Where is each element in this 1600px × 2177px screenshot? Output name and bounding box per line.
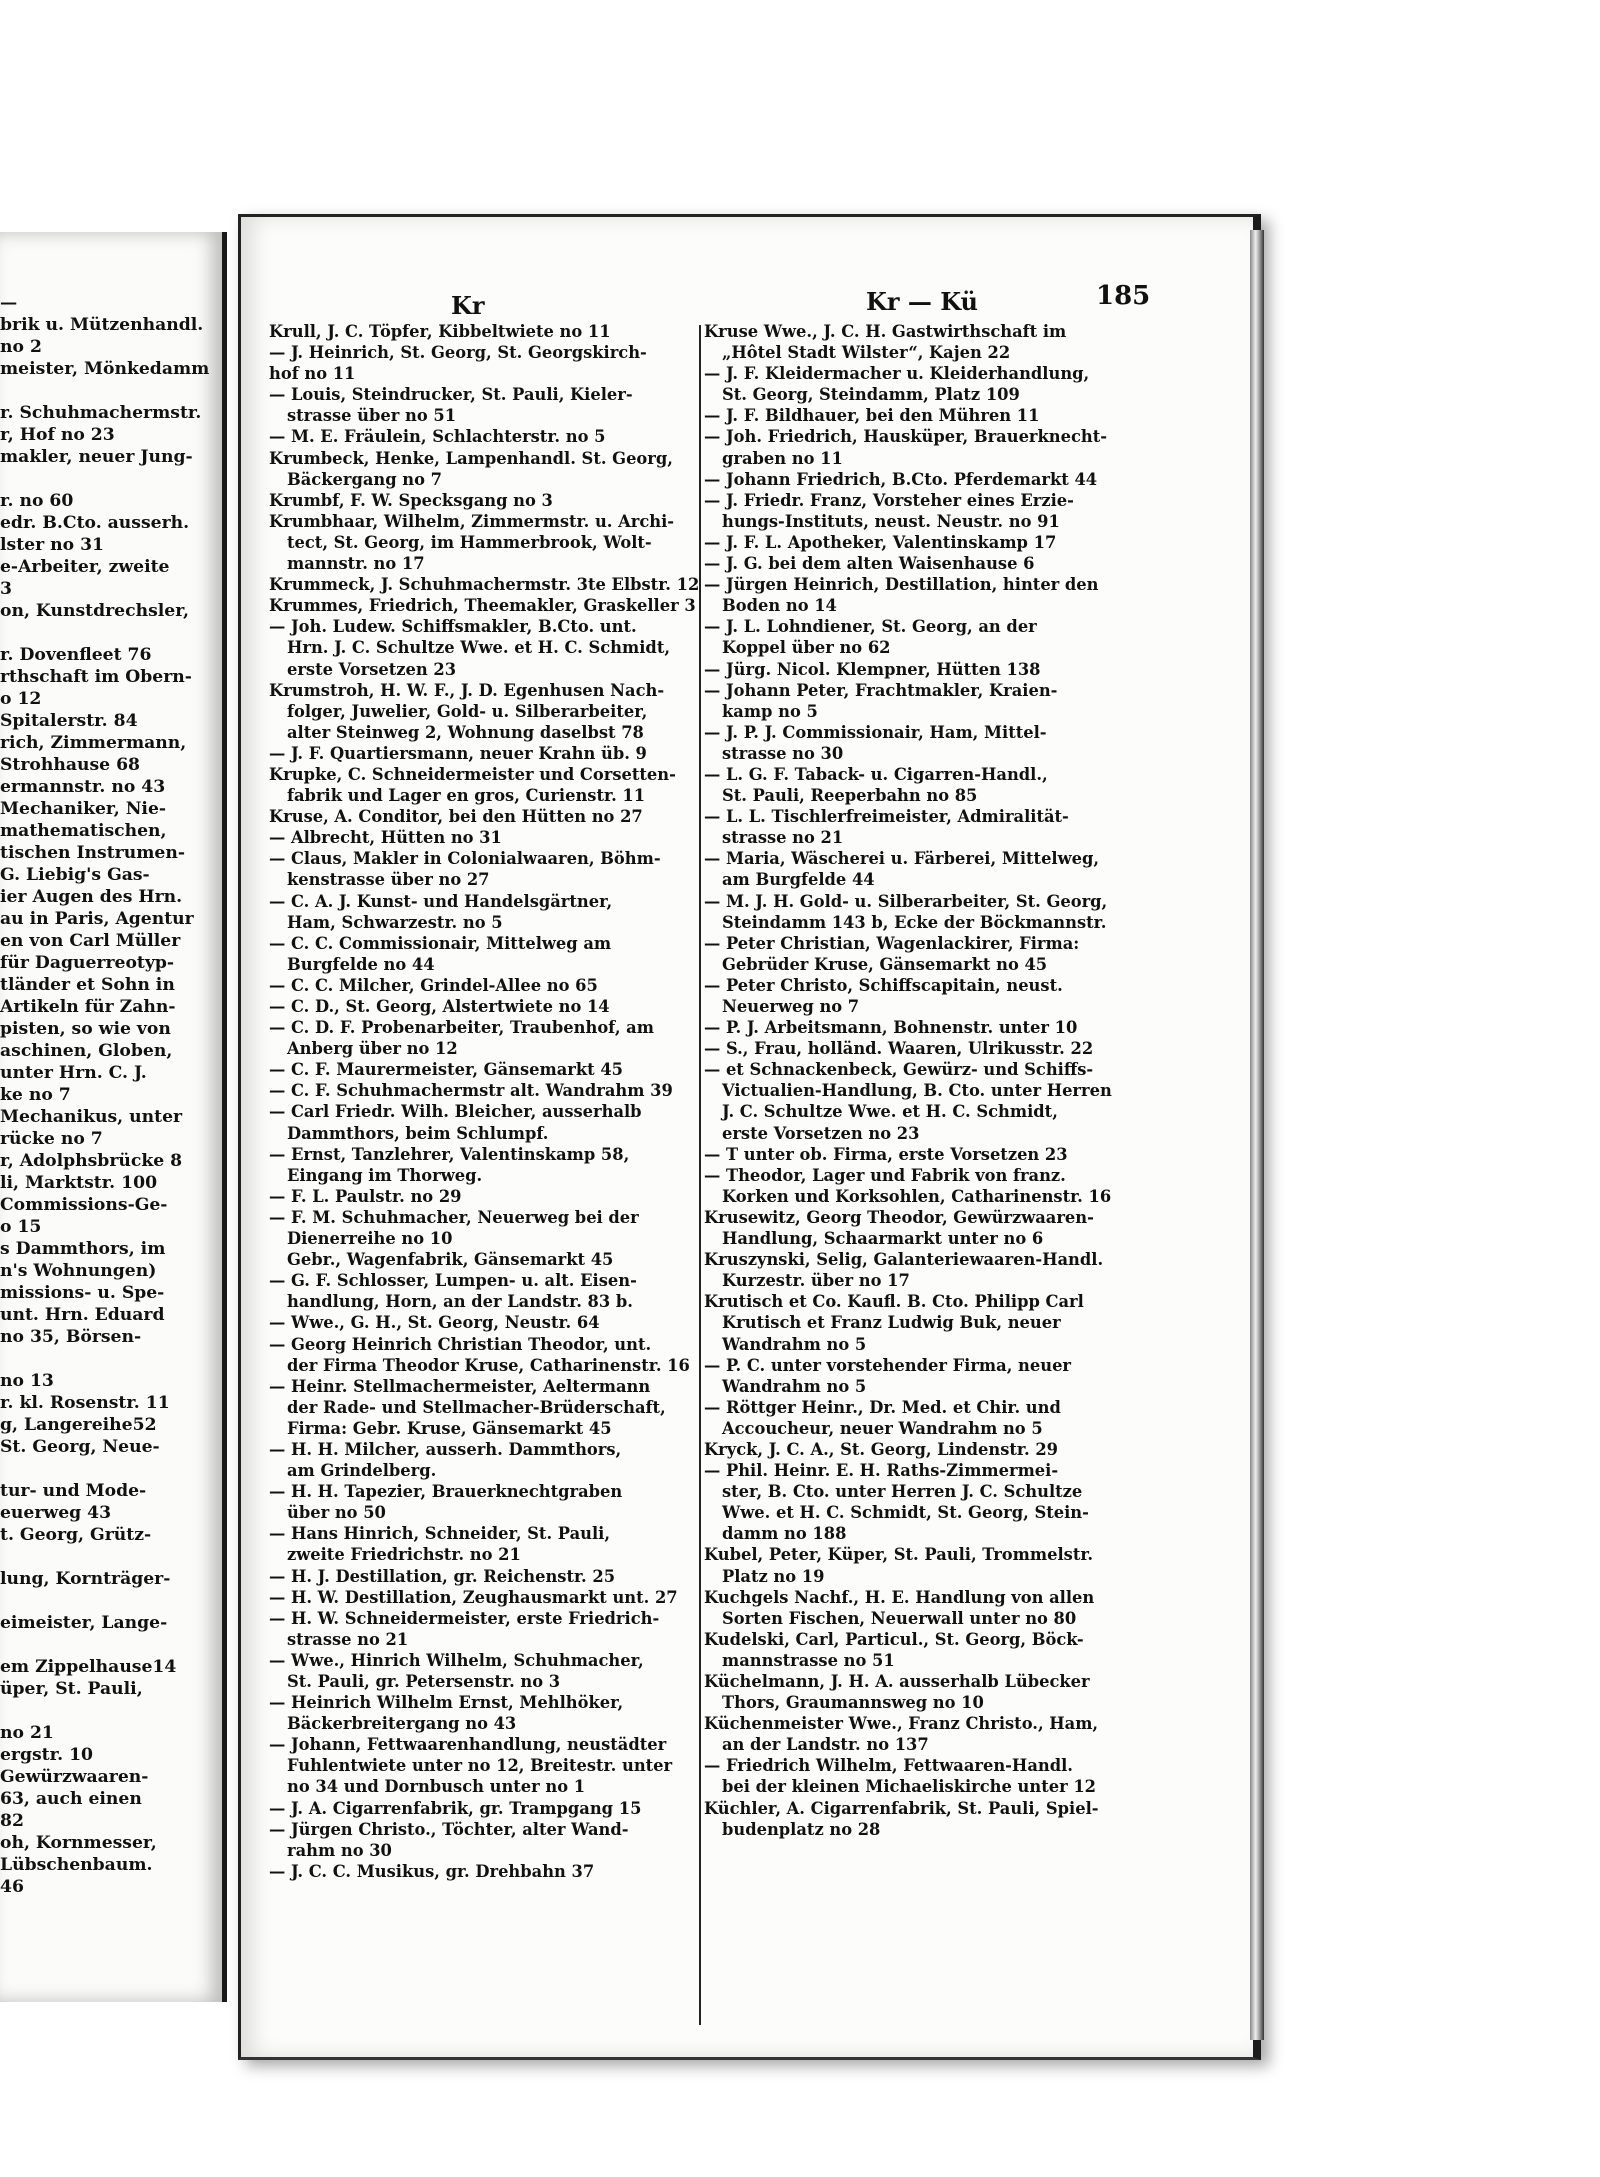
left-page-line: no 13 [0, 1371, 54, 1391]
left-page-line: ergstr. 10 [0, 1745, 93, 1765]
directory-entry-line: — Röttger Heinr., Dr. Med. et Chir. und [704, 1397, 1061, 1417]
directory-entry-line: Krumbhaar, Wilhelm, Zimmermstr. u. Archi- [269, 511, 675, 531]
directory-entry-line: — Maria, Wäscherei u. Färberei, Mittelweg, [704, 849, 1100, 869]
directory-entry-line: — J. F. Quartiersmann, neuer Krahn üb. 9 [269, 743, 647, 763]
left-page-line [0, 468, 215, 490]
left-page-line: missions- u. Spe- [0, 1283, 165, 1303]
left-page-line: rich, Zimmermann, [0, 733, 187, 753]
directory-entry-line: no 34 und Dornbusch unter no 1 [287, 1777, 586, 1797]
directory-entry-line: Platz no 19 [722, 1566, 825, 1586]
directory-entry-line: — C. D., St. Georg, Alstertwiete no 14 [269, 997, 610, 1016]
directory-column-left [269, 321, 729, 1882]
directory-entry-line: kenstrasse über no 27 [287, 870, 490, 890]
left-page-line: tur- und Mode- [0, 1481, 147, 1501]
left-page-line: makler, neuer Jung- [0, 447, 193, 467]
left-page-line [0, 1590, 215, 1612]
directory-entry-line: mannstrasse no 51 [722, 1650, 895, 1670]
directory-entry-line: — J. C. C. Musikus, gr. Drehbahn 37 [269, 1861, 595, 1881]
directory-entry-line: — C. C. Milcher, Grindel-Allee no 65 [269, 975, 598, 995]
directory-entry-line: — Louis, Steindrucker, St. Pauli, Kieler- [269, 385, 633, 405]
directory-entry-line: — Georg Heinrich Christian Theodor, unt. [269, 1334, 652, 1354]
directory-entry-line: — H. H. Tapezier, Brauerknechtgraben [269, 1482, 623, 1502]
running-head-left: Kr [451, 291, 485, 320]
left-page-line: em Zippelhause14 [0, 1657, 177, 1677]
directory-entry-line: — Wwe., Hinrich Wilhelm, Schuhmacher, [269, 1650, 644, 1670]
left-page-line: Spitalerstr. 84 [0, 711, 138, 731]
directory-entry-line: — Johann, Fettwaarenhandlung, neustädter [269, 1735, 667, 1755]
directory-entry-line: Krummes, Friedrich, Theemakler, Graskeller 3 [269, 596, 696, 616]
directory-entry-line: Krummeck, J. Schuhmachermstr. 3te Elbstr. 12 [269, 575, 700, 595]
left-page-line: r, Hof no 23 [0, 425, 115, 445]
directory-entry-line: Kubel, Peter, Küper, St. Pauli, Trommelstr. [704, 1545, 1094, 1565]
directory-entry-line: Handlung, Schaarmarkt unter no 6 [722, 1229, 1044, 1249]
directory-entry-line: — Hans Hinrich, Schneider, St. Pauli, [269, 1524, 611, 1544]
left-page-line: ermannstr. no 43 [0, 777, 166, 797]
directory-entry-line: am Burgfelde 44 [722, 870, 875, 890]
left-page-line: mathematischen, [0, 821, 167, 841]
directory-entry-line: — C. A. J. Kunst- und Handelsgärtner, [269, 891, 613, 911]
directory-entry-line: Ham, Schwarzestr. no 5 [287, 912, 503, 932]
left-page-line: 46 [0, 1877, 24, 1897]
left-page-line: aschinen, Globen, [0, 1041, 173, 1061]
directory-entry-line: Bäckerbreitergang no 43 [287, 1714, 517, 1734]
directory-entry-line: — P. C. unter vorstehender Firma, neuer [704, 1355, 1072, 1375]
left-page-line: s Dammthors, im [0, 1239, 166, 1259]
left-page-line: tländer et Sohn in [0, 975, 175, 995]
directory-entry-line: — J. P. J. Commissionair, Ham, Mittel- [704, 722, 1047, 742]
left-page-line: no 2 [0, 337, 42, 357]
left-page-line [0, 380, 215, 402]
left-page-line: r. kl. Rosenstr. 11 [0, 1393, 170, 1413]
directory-entry-line: — F. M. Schuhmacher, Neuerweg bei der [269, 1207, 639, 1227]
left-page-line [0, 1348, 215, 1370]
left-page-line: e-Arbeiter, zweite [0, 557, 170, 577]
directory-entry-line: — Theodor, Lager und Fabrik von franz. [704, 1165, 1066, 1185]
left-page-line: no 21 [0, 1723, 54, 1743]
left-page-line: üper, St. Pauli, [0, 1679, 143, 1699]
left-page-line: r. Dovenfleet 76 [0, 645, 152, 665]
directory-column-right [704, 321, 1180, 1840]
left-page-line: ke no 7 [0, 1085, 71, 1105]
directory-entry-line: Koppel über no 62 [722, 638, 891, 658]
left-page-line: n's Wohnungen) [0, 1261, 157, 1281]
directory-entry-line: — C. F. Schuhmachermstr alt. Wandrahm 39 [269, 1081, 673, 1101]
directory-entry-line: Küchelmann, J. H. A. ausserhalb Lübecker [704, 1672, 1090, 1691]
directory-entry-line: — T unter ob. Firma, erste Vorsetzen 23 [704, 1144, 1068, 1164]
directory-entry-line: — J. Friedr. Franz, Vorsteher eines Erzie- [704, 490, 1074, 510]
directory-entry-line: Boden no 14 [722, 596, 837, 616]
directory-entry-line: — J. A. Cigarrenfabrik, gr. Trampgang 15 [269, 1798, 642, 1818]
directory-entry-line: hungs-Instituts, neust. Neustr. no 91 [722, 511, 1060, 531]
directory-entry-line: graben no 11 [722, 448, 843, 468]
directory-entry-line: — Joh. Friedrich, Hausküper, Brauerknecht- [704, 427, 1108, 447]
directory-entry-line: Kuchgels Nachf., H. E. Handlung von allen [704, 1587, 1095, 1607]
directory-entry-line: Gebr., Wagenfabrik, Gänsemarkt 45 [287, 1250, 614, 1270]
directory-entry-line: — J. Heinrich, St. Georg, St. Georgskirch- [269, 343, 647, 363]
directory-entry-line: Wwe. et H. C. Schmidt, St. Georg, Stein- [722, 1503, 1089, 1523]
directory-entry-line: — J. G. bei dem alten Waisenhause 6 [704, 554, 1035, 574]
directory-entry-line: Krupke, C. Schneidermeister und Corsetten- [269, 764, 676, 784]
left-page-line: lung, Kornträger- [0, 1569, 171, 1589]
directory-entry-line: — Ernst, Tanzlehrer, Valentinskamp 58, [269, 1144, 630, 1164]
directory-entry-line: Thors, Graumannsweg no 10 [722, 1693, 984, 1713]
left-page-line: 3 [0, 579, 12, 599]
left-page-line: Strohhause 68 [0, 755, 141, 775]
directory-entry-line: strasse no 30 [722, 743, 844, 763]
left-page-line [0, 622, 215, 644]
directory-entry-line: — Jürg. Nicol. Klempner, Hütten 138 [704, 659, 1041, 679]
directory-entry-line: alter Steinweg 2, Wohnung daselbst 78 [287, 722, 644, 742]
left-page-line: St. Georg, Neue- [0, 1437, 160, 1457]
directory-entry-line: St. Pauli, gr. Petersenstr. no 3 [287, 1672, 561, 1691]
directory-entry-line: — H. H. Milcher, ausserh. Dammthors, [269, 1439, 622, 1459]
left-page-line: brik u. Mützenhandl. [0, 315, 204, 335]
left-page-line: lster no 31 [0, 535, 104, 555]
left-page-line [0, 1458, 215, 1480]
directory-entry-line: erste Vorsetzen no 23 [722, 1123, 920, 1143]
directory-entry-line: Kryck, J. C. A., St. Georg, Lindenstr. 29 [704, 1439, 1058, 1459]
left-page-line: Artikeln für Zahn- [0, 997, 176, 1017]
directory-entry-line: Krutisch et Franz Ludwig Buk, neuer [722, 1313, 1061, 1333]
directory-entry-line: Krusewitz, Georg Theodor, Gewürzwaaren- [704, 1207, 1094, 1227]
directory-entry-line: — Claus, Makler in Colonialwaaren, Böhm- [269, 849, 661, 869]
directory-entry-line: — Heinrich Wilhelm Ernst, Mehlhöker, [269, 1693, 624, 1713]
directory-entry-line: Fuhlentwiete unter no 12, Breitestr. unter [287, 1756, 673, 1776]
page-number: 185 [1096, 281, 1151, 311]
directory-entry-line: budenplatz no 28 [722, 1819, 881, 1839]
directory-entry-line: — Peter Christo, Schiffscapitain, neust. [704, 975, 1063, 995]
directory-entry-line: fabrik und Lager en gros, Curienstr. 11 [287, 786, 646, 806]
left-page-line: r, Adolphsbrücke 8 [0, 1151, 183, 1171]
directory-entry-line: Küchenmeister Wwe., Franz Christo., Ham, [704, 1714, 1099, 1734]
directory-entry-line: — L. L. Tischlerfreimeister, Admiralität- [704, 807, 1069, 827]
left-page-line: o 12 [0, 689, 42, 709]
directory-entry-line: Wandrahm no 5 [722, 1376, 867, 1396]
directory-entry-line: Korken und Korksohlen, Catharinenstr. 16 [722, 1186, 1112, 1206]
directory-entry-line: Kudelski, Carl, Particul., St. Georg, Böck- [704, 1629, 1084, 1649]
directory-entry-line: — C. F. Maurermeister, Gänsemarkt 45 [269, 1060, 623, 1080]
directory-entry-line: Accoucheur, neuer Wandrahm no 5 [722, 1418, 1043, 1438]
left-page-line: 63, auch einen [0, 1789, 142, 1809]
directory-entry-line: — Johann Friedrich, B.Cto. Pferdemarkt 44 [704, 469, 1098, 489]
directory-entry-line: — F. L. Paulstr. no 29 [269, 1186, 462, 1206]
left-page-line: Lübschenbaum. [0, 1855, 153, 1875]
directory-entry-line: — Johann Peter, Frachtmakler, Kraien- [704, 680, 1058, 700]
running-head-range: Kr — Kü [866, 287, 978, 316]
page-edge [1250, 230, 1264, 2040]
directory-entry-line: — Peter Christian, Wagenlackirer, Firma: [704, 933, 1080, 953]
directory-entry-line: erste Vorsetzen 23 [287, 659, 457, 679]
directory-entry-line: rahm no 30 [287, 1840, 392, 1860]
directory-entry-line: — C. C. Commissionair, Mittelweg am [269, 933, 612, 953]
directory-entry-line: folger, Juwelier, Gold- u. Silberarbeiter, [287, 701, 648, 721]
left-page-line: Gewürzwaaren- [0, 1767, 149, 1787]
left-page-line: oh, Kornmesser, [0, 1833, 157, 1853]
directory-entry-line: „Hôtel Stadt Wilster“, Kajen 22 [722, 343, 1011, 363]
directory-entry-line: Dammthors, beim Schlumpf. [287, 1123, 549, 1143]
directory-entry-line: — Jürgen Heinrich, Destillation, hinter den [704, 575, 1099, 595]
directory-entry-line: Firma: Gebr. Kruse, Gänsemarkt 45 [287, 1418, 612, 1438]
directory-entry-line: Sorten Fischen, Neuerwall unter no 80 [722, 1608, 1077, 1628]
left-page-line [0, 1700, 215, 1722]
left-page-line: g, Langereihe52 [0, 1415, 157, 1435]
directory-entry-line: — J. F. L. Apotheker, Valentinskamp 17 [704, 532, 1057, 552]
directory-entry-line: — et Schnackenbeck, Gewürz- und Schiffs- [704, 1060, 1094, 1080]
directory-entry-line: der Rade- und Stellmacher-Brüderschaft, [287, 1397, 666, 1417]
directory-entry-line: Krumstroh, H. W. F., J. D. Egenhusen Nach- [269, 680, 665, 700]
left-page-line: t. Georg, Grütz- [0, 1525, 152, 1545]
directory-entry-line: damm no 188 [722, 1524, 847, 1544]
left-page-line: o 15 [0, 1217, 42, 1237]
directory-entry-line: tect, St. Georg, im Hammerbrook, Wolt- [287, 532, 652, 552]
directory-entry-line: strasse über no 51 [287, 406, 457, 426]
directory-entry-line: Krumbf, F. W. Specksgang no 3 [269, 490, 553, 510]
directory-entry-line: strasse no 21 [722, 828, 844, 848]
left-page-line: edr. B.Cto. ausserh. [0, 513, 190, 533]
directory-entry-line: J. C. Schultze Wwe. et H. C. Schmidt, [722, 1102, 1058, 1122]
left-page-line: pisten, so wie von [0, 1019, 171, 1039]
right-page [238, 214, 1261, 2060]
left-page-line: li, Marktstr. 100 [0, 1173, 158, 1193]
left-page-line [0, 1546, 215, 1568]
directory-entry-line: — H. J. Destillation, gr. Reichenstr. 25 [269, 1566, 616, 1586]
left-page-text-column [0, 292, 215, 1898]
directory-entry-line: Kurzestr. über no 17 [722, 1271, 910, 1291]
left-page-line [0, 1634, 215, 1656]
left-page-line: au in Paris, Agentur [0, 909, 194, 929]
directory-entry-line: — M. E. Fräulein, Schlachterstr. no 5 [269, 427, 606, 447]
left-page-line: ier Augen des Hrn. [0, 887, 183, 907]
directory-entry-line: Wandrahm no 5 [722, 1334, 867, 1354]
directory-entry-line: — Carl Friedr. Wilh. Bleicher, ausserhalb [269, 1102, 642, 1122]
left-page-line: rthschaft im Obern- [0, 667, 192, 687]
directory-entry-line: Steindamm 143 b, Ecke der Böckmannstr. [722, 912, 1107, 932]
directory-entry-line: — L. G. F. Taback- u. Cigarren-Handl., [704, 764, 1048, 784]
left-page-line: Mechanikus, unter [0, 1107, 183, 1127]
directory-entry-line: Eingang im Thorweg. [287, 1165, 483, 1185]
left-page-line: für Daguerreotyp- [0, 953, 175, 973]
directory-entry-line: über no 50 [287, 1503, 386, 1523]
directory-entry-line: — Albrecht, Hütten no 31 [269, 828, 502, 848]
left-page-line: r. no 60 [0, 491, 74, 511]
directory-entry-line: — J. L. Lohndiener, St. Georg, an der [704, 617, 1037, 637]
directory-entry-line: Burgfelde no 44 [287, 954, 435, 974]
directory-entry-line: — Jürgen Christo., Töchter, alter Wand- [269, 1819, 629, 1839]
directory-entry-line: St. Pauli, Reeperbahn no 85 [722, 786, 978, 806]
directory-entry-line: Krumbeck, Henke, Lampenhandl. St. Georg, [269, 448, 673, 468]
directory-entry-line: zweite Friedrichstr. no 21 [287, 1545, 521, 1565]
directory-entry-line: bei der kleinen Michaeliskirche unter 12 [722, 1777, 1096, 1797]
left-page-line: Mechaniker, Nie- [0, 799, 167, 819]
directory-entry-line: Kruse, A. Conditor, bei den Hütten no 27 [269, 807, 643, 827]
directory-entry-line: Gebrüder Kruse, Gänsemarkt no 45 [722, 954, 1048, 974]
directory-entry-line: Dienerreihe no 10 [287, 1229, 453, 1249]
directory-entry-line: strasse no 21 [287, 1629, 409, 1649]
directory-entry-line: kamp no 5 [722, 701, 818, 721]
left-page-line: eimeister, Lange- [0, 1613, 168, 1633]
directory-entry-line: — Heinr. Stellmachermeister, Aeltermann [269, 1376, 651, 1396]
directory-entry-line: ster, B. Cto. unter Herren J. C. Schultze [722, 1482, 1083, 1502]
directory-entry-line: Victualien-Handlung, B. Cto. unter Herren [722, 1081, 1112, 1101]
directory-entry-line: Krutisch et Co. Kaufl. B. Cto. Philipp Carl [704, 1292, 1084, 1312]
directory-entry-line: — C. D. F. Probenarbeiter, Traubenhof, am [269, 1018, 654, 1038]
directory-entry-line: — J. F. Kleidermacher u. Kleiderhandlung, [704, 364, 1090, 384]
directory-entry-line: — Wwe., G. H., St. Georg, Neustr. 64 [269, 1313, 600, 1333]
directory-entry-line: — H. W. Destillation, Zeughausmarkt unt. 27 [269, 1587, 678, 1607]
directory-entry-line: Kruse Wwe., J. C. H. Gastwirthschaft im [704, 322, 1067, 341]
left-page-line: G. Liebig's Gas- [0, 865, 150, 885]
directory-entry-line: — J. F. Bildhauer, bei den Mühren 11 [704, 406, 1040, 426]
directory-entry-line: handlung, Horn, an der Landstr. 83 b. [287, 1292, 633, 1312]
directory-entry-line: Hrn. J. C. Schultze Wwe. et H. C. Schmidt, [287, 638, 671, 658]
left-page-line: r. Schuhmachermstr. [0, 403, 202, 423]
left-page-line: Commissions-Ge- [0, 1195, 168, 1215]
directory-entry-line: — M. J. H. Gold- u. Silberarbeiter, St. Georg, [704, 891, 1108, 911]
left-page-line: tischen Instrumen- [0, 843, 185, 863]
directory-entry-line: — S., Frau, holländ. Waaren, Ulrikusstr. 22 [704, 1039, 1094, 1059]
directory-entry-line: Anberg über no 12 [287, 1039, 458, 1059]
directory-entry-line: mannstr. no 17 [287, 554, 425, 574]
directory-entry-line: Krull, J. C. Töpfer, Kibbeltwiete no 11 [269, 322, 611, 341]
left-page-line: on, Kunstdrechsler, [0, 601, 189, 621]
directory-entry-line: — Friedrich Wilhelm, Fettwaaren-Handl. [704, 1756, 1073, 1776]
left-page-line: 82 [0, 1811, 24, 1831]
directory-entry-line: am Grindelberg. [287, 1461, 437, 1481]
left-page-line: euerweg 43 [0, 1503, 112, 1523]
directory-entry-line: St. Georg, Steindamm, Platz 109 [722, 385, 1020, 405]
directory-entry-line: der Firma Theodor Kruse, Catharinenstr. 16 [287, 1355, 690, 1375]
directory-entry-line: hof no 11 [269, 364, 356, 384]
directory-entry-line: — H. W. Schneidermeister, erste Friedrich- [269, 1608, 660, 1628]
directory-entry-line: an der Landstr. no 137 [722, 1735, 929, 1755]
directory-entry-line: Kruszynski, Selig, Galanteriewaaren-Handl. [704, 1250, 1104, 1270]
left-page-line: meister, Mönkedamm [0, 359, 210, 379]
directory-entry-line: Küchler, A. Cigarrenfabrik, St. Pauli, Spiel- [704, 1798, 1099, 1818]
left-page-line: unt. Hrn. Eduard [0, 1305, 165, 1325]
left-page-line: no 35, Börsen- [0, 1327, 142, 1347]
directory-entry-line: — Joh. Ludew. Schiffsmakler, B.Cto. unt. [269, 617, 637, 637]
left-page [0, 232, 227, 2002]
left-page-line: — [0, 293, 18, 313]
directory-entry-line: — G. F. Schlosser, Lumpen- u. alt. Eisen- [269, 1271, 637, 1291]
left-page-line: unter Hrn. C. J. [0, 1063, 147, 1083]
left-page-line: rücke no 7 [0, 1129, 103, 1149]
directory-entry-line: Bäckergang no 7 [287, 469, 442, 489]
directory-entry-line: — Phil. Heinr. E. H. Raths-Zimmermei- [704, 1461, 1059, 1481]
directory-entry-line: Neuerweg no 7 [722, 997, 860, 1016]
directory-entry-line: — P. J. Arbeitsmann, Bohnenstr. unter 10 [704, 1018, 1078, 1038]
left-page-line: en von Carl Müller [0, 931, 181, 951]
